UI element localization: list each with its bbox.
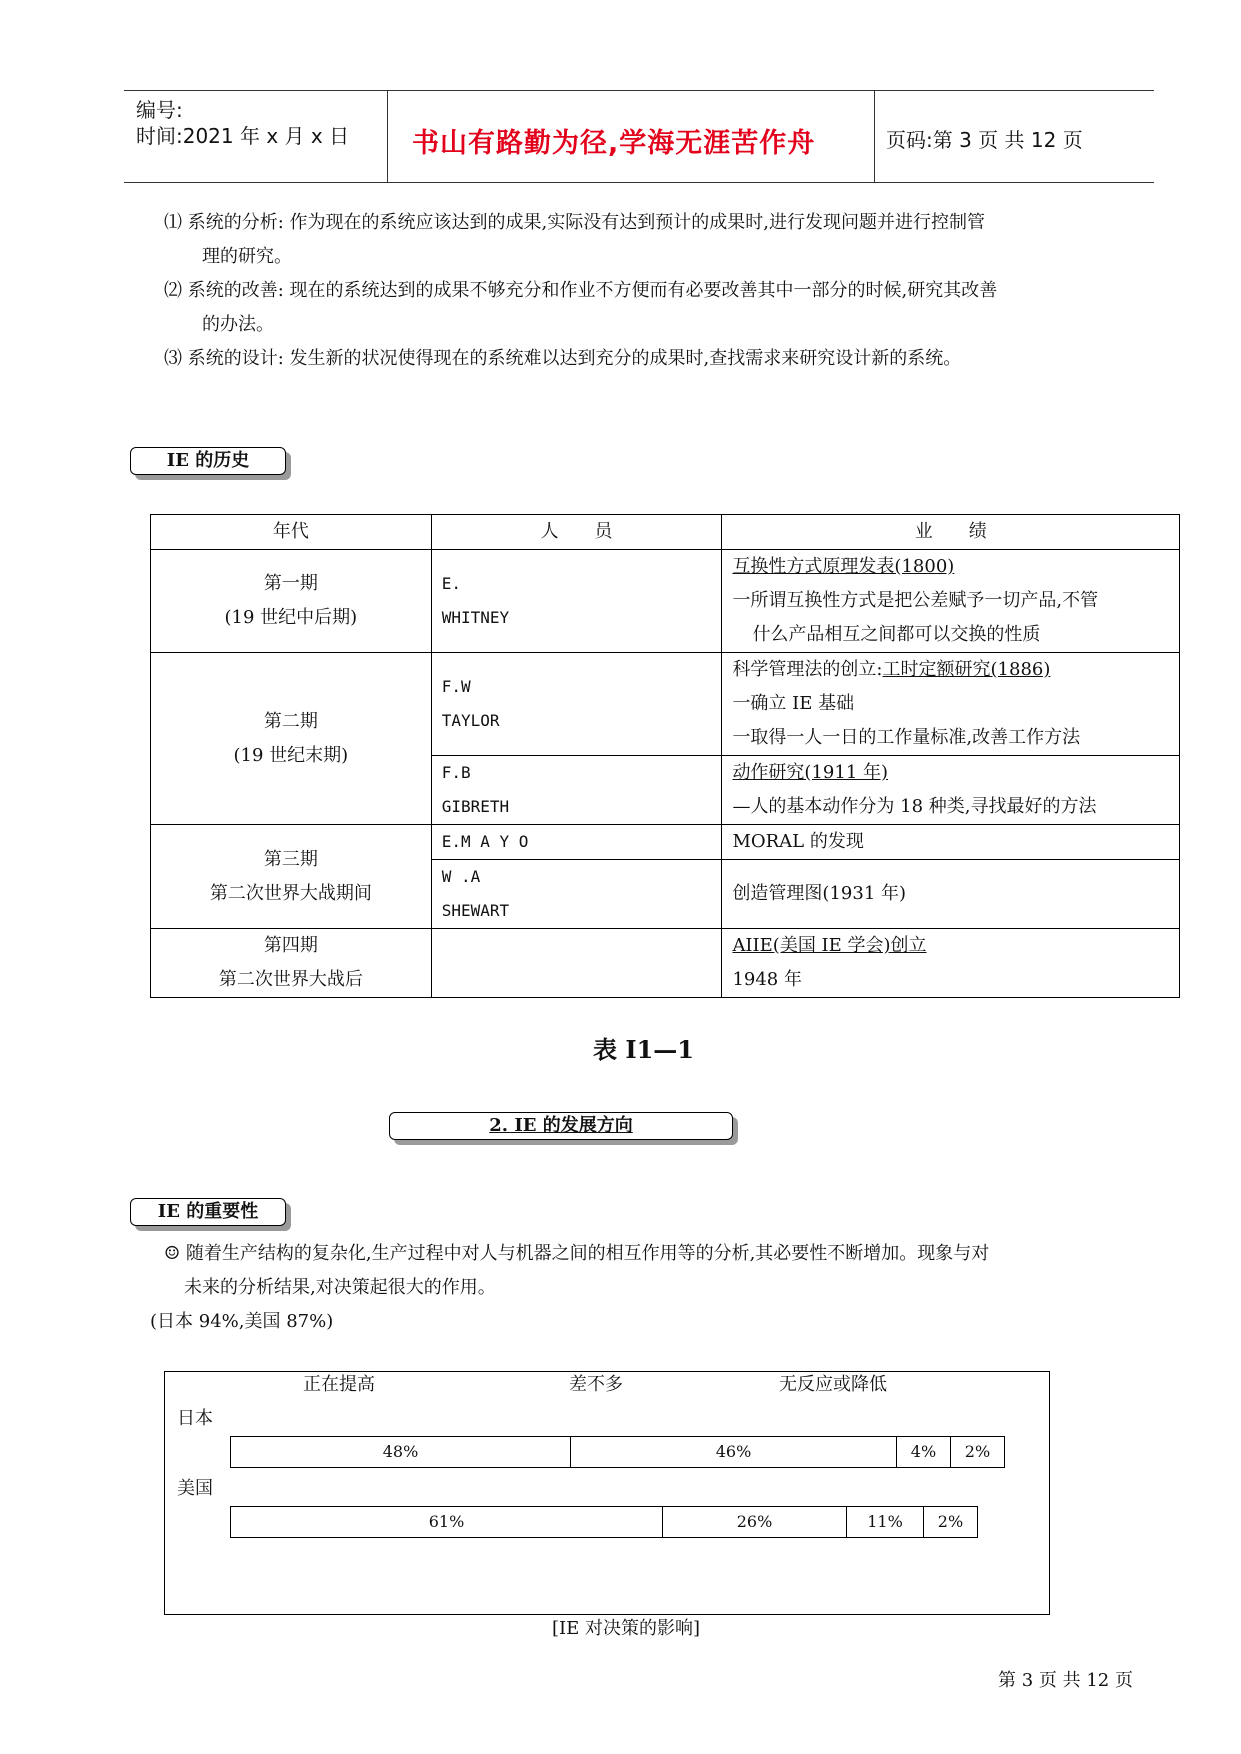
bar-segment: 2%: [923, 1506, 978, 1538]
legend-none-or-lower: 无反应或降低: [779, 1374, 887, 1395]
intro-item-1: ⑴ 系统的分析: 作为现在的系统应该达到的成果,实际没有达到预计的成果时,进行发现问题并进行控制管: [164, 212, 985, 233]
table-row: [151, 653, 1180, 756]
era-cell: 第二期 (19 世纪末期): [151, 653, 432, 825]
bar-segment: 46%: [570, 1436, 897, 1468]
achievement-cell: 互换性方式原理发表(1800) 一所谓互换性方式是把公差赋予一切产品,不管 什么产品相互之间都可以交换的性质: [722, 550, 1180, 653]
header-divider-right: [874, 90, 875, 182]
bar-segment: 61%: [230, 1506, 663, 1538]
intro-item-2-cont: 的办法。: [202, 314, 274, 335]
header-divider-left: [387, 90, 388, 182]
header-page: 页码:第 3 页 共 12 页: [886, 128, 1083, 152]
person-cell: E.M A Y O: [431, 825, 722, 860]
intro-item-3: ⑶ 系统的设计: 发生新的状况使得现在的系统难以达到充分的成果时,查找需求来研究设计新的系统。: [164, 348, 962, 369]
header-top-rule: [124, 90, 1154, 91]
era-cell: 第四期 第二次世界大战后: [151, 929, 432, 998]
header-motto: 书山有路勤为径,学海无涯苦作舟: [412, 128, 816, 159]
category-label-usa: 美国: [177, 1478, 213, 1499]
header-number: 编号:: [136, 98, 183, 122]
header-time: 时间:2021 年 x 月 x 日: [136, 124, 350, 148]
achievement-cell: 动作研究(1911 年) —人的基本动作分为 18 种类,寻找最好的方法: [722, 756, 1180, 825]
table-row: [151, 929, 1180, 998]
page-footer: 第 3 页 共 12 页: [998, 1670, 1133, 1691]
person-cell: F.B GIBRETH: [431, 756, 722, 825]
table-row: [151, 825, 1180, 860]
direction-section-tag: 2. IE 的发展方向: [389, 1112, 733, 1140]
achievement-cell: 科学管理法的创立:工时定额研究(1886) 一确立 IE 基础 一取得一人一日的工作量标准,改善工作方法: [722, 653, 1180, 756]
legend-improving: 正在提高: [303, 1374, 375, 1395]
header-bottom-rule: [124, 182, 1154, 183]
person-cell: E. WHITNEY: [431, 550, 722, 653]
importance-text: ☺ 随着生产结构的复杂化,生产过程中对人与机器之间的相互作用等的分析,其必要性不断增加。现象与对 未来的分析结果,对决策起很大的作用。: [164, 1243, 990, 1298]
decision-impact-chart: [164, 1371, 1050, 1615]
category-label-japan: 日本: [177, 1408, 213, 1429]
era-cell: 第三期 第二次世界大战期间: [151, 825, 432, 929]
importance-section-tag: IE 的重要性: [130, 1198, 286, 1226]
achievement-cell: MORAL 的发现: [722, 825, 1180, 860]
importance-stats: (日本 94%,美国 87%): [150, 1311, 334, 1332]
intro-list: [164, 206, 1164, 376]
achievement-cell: AIIE(美国 IE 学会)创立 1948 年: [722, 929, 1180, 998]
person-cell: W .A SHEWART: [431, 860, 722, 929]
history-table: [150, 514, 1180, 998]
table-row: [151, 550, 1180, 653]
achievement-cell: 创造管理图(1931 年): [722, 860, 1180, 929]
chart-caption: [IE 对决策的影响]: [552, 1618, 701, 1639]
person-cell: F.W TAYLOR: [431, 653, 722, 756]
table-caption: 表 I1—1: [593, 1035, 694, 1064]
bar-segment: 48%: [230, 1436, 571, 1468]
person-cell: [431, 929, 722, 998]
bar-segment: 2%: [950, 1436, 1005, 1468]
header-achievement: 业 绩: [722, 515, 1180, 550]
era-cell: 第一期 (19 世纪中后期): [151, 550, 432, 653]
bar-segment: 26%: [662, 1506, 847, 1538]
table-header-row: [151, 515, 1180, 550]
bar-segment: 4%: [896, 1436, 951, 1468]
bar-segment: 11%: [846, 1506, 924, 1538]
header-era: 年代: [151, 515, 432, 550]
intro-item-2: ⑵ 系统的改善: 现在的系统达到的成果不够充分和作业不方便而有必要改善其中一部分的时候,研究其改善: [164, 280, 998, 301]
history-section-tag: IE 的历史: [130, 447, 286, 475]
intro-item-1-cont: 理的研究。: [202, 246, 292, 267]
legend-same: 差不多: [569, 1374, 623, 1395]
header-person: 人 员: [431, 515, 722, 550]
